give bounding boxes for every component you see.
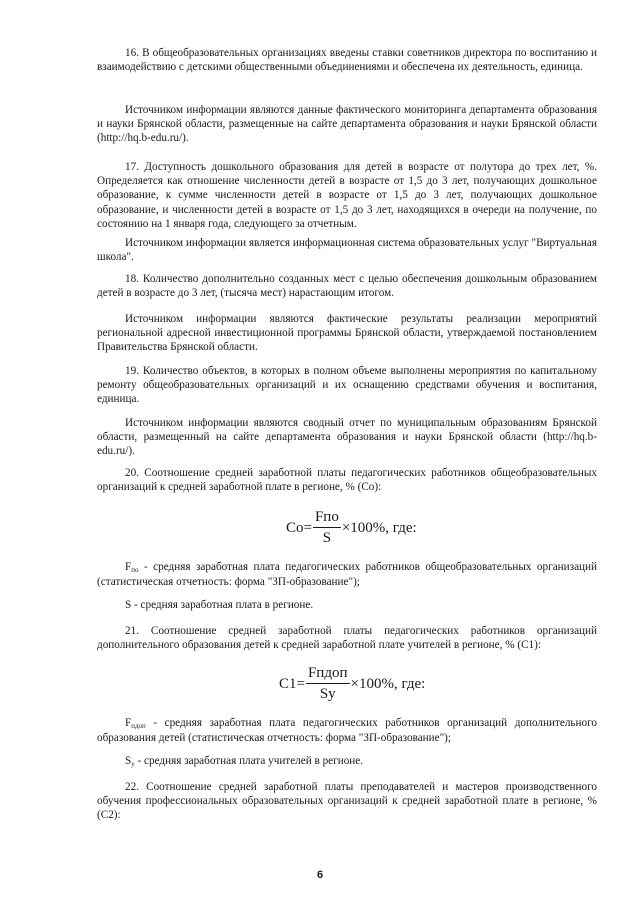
formula-lhs: Со= (286, 519, 312, 536)
item-17-source: Источником информации является информационная система образовательных услуг "Виртуальная школа". (97, 237, 597, 264)
item-19: 19. Количество объектов, в которых в полном объеме выполнены мероприятия по капитальному ремонту общеобразовательных организаций и их оснащению средствами обучения и воспитания, единица. (97, 365, 597, 406)
item-17: 17. Доступность дошкольного образования для детей в возрасте от полутора до трех лет, %. Определяется как отношение численности детей в возрасте от 1,5 до 3 лет, получающих дошкольное образование, к сумме численности детей в возрасте от 1,5 до 3 лет, получающих дошкольное образование, и численности детей в возрасте от 1,5 до 3 лет, находящихся в очереди на получение, по состоянию на 1 января года, следующего за отчетным. (97, 161, 597, 230)
item-19-source: Источником информации являются сводный отчет по муниципальным образованиям Брянской области, размещенный на сайте департамента образования и науки Брянской области (http://hq.b-edu.ru/). (97, 417, 597, 458)
formula-denominator: Sу (319, 686, 336, 702)
item-20-s-definition: S - средняя заработная плата в регионе. (125, 599, 314, 611)
formula-numerator: Fпо (313, 508, 341, 528)
item-20-fpo-definition: Fпо - средняя заработная плата педагогических работников общеобразовательных организаций (статистическая отчетность: форма "ЗП-образование"); (97, 561, 597, 589)
item-22: 22. Соотношение средней заработной платы преподавателей и мастеров производственного обучения профессиональных образовательных организаций к средней заработной плате в регионе, % (С2): (97, 781, 597, 822)
item-18-source: Источником информации являются фактические результаты реализации мероприятий региональной адресной инвестиционной программы Брянской области, утверждаемой постановлением Правительства Брянской области. (97, 313, 597, 354)
formula-fraction (313, 508, 341, 547)
formula-lhs: С1= (279, 675, 305, 692)
item-21-sy-definition: Sу - средняя заработная плата учителей в регионе. (125, 755, 364, 768)
formula-fraction (306, 664, 350, 703)
formula-c1 (279, 664, 425, 703)
page-number: 6 (316, 869, 324, 881)
item-21: 21. Соотношение средней заработной платы педагогических работников организаций дополнительного образования детей к средней заработной плате учителей в регионе, % (С1): (97, 625, 597, 652)
item-16-source: Источником информации являются данные фактического мониторинга департамента образования и науки Брянской области, размещенные на сайте департамента образования и науки Брянской области (http://hq.b-edu.ru/). (97, 104, 597, 145)
formula-rhs: ×100%, где: (350, 675, 426, 692)
formula-rhs: ×100%, где: (341, 519, 417, 536)
item-21-fpdop-definition: Fпдоп - средняя заработная плата педагогических работников организаций дополнительного образования детей (статистическая отчетность: форма "ЗП-образование"); (97, 717, 597, 745)
formula-co (286, 508, 417, 547)
item-20: 20. Соотношение средней заработной платы педагогических работников общеобразовательных организаций к средней заработной плате в регионе, % (Со): (97, 467, 597, 494)
item-18: 18. Количество дополнительно созданных мест с целью обеспечения дошкольным образованием детей в возрасте до 3 лет, (тысяча мест) нарастающим итогом. (97, 273, 597, 300)
formula-denominator: S (322, 530, 332, 546)
item-16: 16. В общеобразовательных организациях введены ставки советников директора по воспитанию и взаимодействию с детскими общественными объединениями и обеспечена их деятельность, единица. (97, 47, 597, 74)
formula-numerator: Fпдоп (306, 664, 350, 684)
